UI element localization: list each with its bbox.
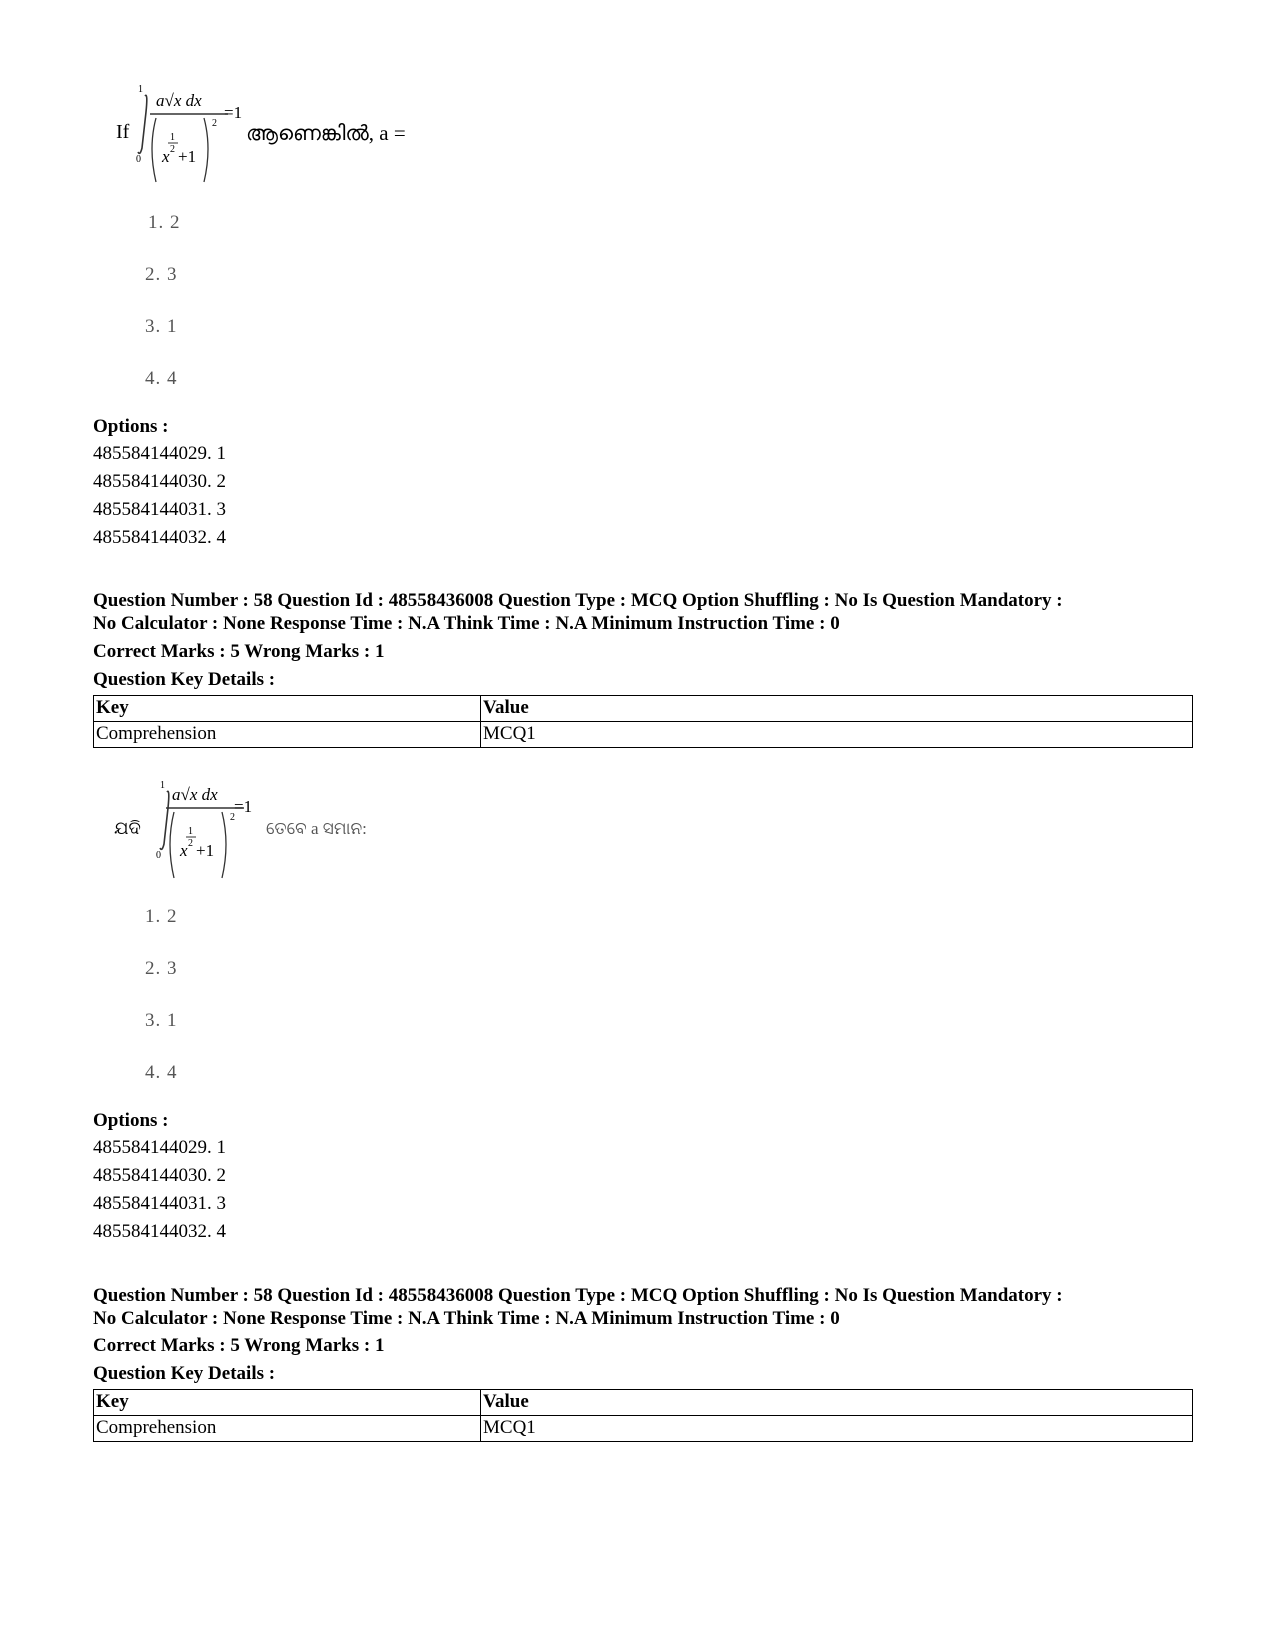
image-choice-3: 3. 1 <box>145 316 178 337</box>
formula-prefix: ଯଦି <box>114 818 141 838</box>
outer-power: 2 <box>230 812 235 823</box>
question-marks: Correct Marks : 5 Wrong Marks : 1 <box>93 641 385 662</box>
inner-frac-num: 1 <box>188 826 193 837</box>
image-choice-2: 2. 3 <box>145 958 178 979</box>
integral-sign <box>138 95 147 153</box>
option-item: 485584144032. 4 <box>93 1221 226 1242</box>
image-choice-4: 4. 4 <box>145 1062 178 1083</box>
lower-limit: 0 <box>136 154 141 165</box>
option-item: 485584144030. 2 <box>93 471 226 492</box>
option-item: 485584144029. 1 <box>93 443 226 464</box>
question-image-odia <box>112 778 532 968</box>
lower-limit: 0 <box>156 850 161 861</box>
numerator: a√x dx <box>172 785 218 804</box>
table-header-value: Value <box>481 1390 1193 1416</box>
options-title: Options : <box>93 416 169 437</box>
question-image-malayalam <box>112 82 532 272</box>
image-choice-1: 1. 2 <box>148 212 181 233</box>
outer-power: 2 <box>212 118 217 129</box>
table-cell-value: MCQ1 <box>481 1416 1193 1442</box>
table-row <box>94 722 1193 748</box>
equals-one: =1 <box>224 103 243 122</box>
question-key-details-title: Question Key Details : <box>93 669 276 690</box>
table-header-key: Key <box>94 1390 481 1416</box>
option-item: 485584144029. 1 <box>93 1137 226 1158</box>
base-x: x <box>162 147 170 166</box>
integral-formula <box>112 778 532 888</box>
left-paren <box>152 118 156 182</box>
table-cell-key: Comprehension <box>94 1416 481 1442</box>
left-paren <box>170 812 174 878</box>
table-row <box>94 1416 1193 1442</box>
question-key-details-title: Question Key Details : <box>93 1363 276 1384</box>
image-choice-1: 1. 2 <box>145 906 178 927</box>
question-meta <box>93 1284 1193 1330</box>
upper-limit: 1 <box>160 780 165 791</box>
question-marks: Correct Marks : 5 Wrong Marks : 1 <box>93 1335 385 1356</box>
inner-frac-den: 2 <box>188 838 193 849</box>
option-item: 485584144031. 3 <box>93 499 226 520</box>
question-meta-line2: No Calculator : None Response Time : N.A Think Time : N.A Minimum Instruction Time : 0 <box>93 1308 840 1329</box>
numerator: a√x dx <box>156 91 202 110</box>
image-choice-2: 2. 3 <box>145 264 178 285</box>
options-title: Options : <box>93 1110 169 1131</box>
inner-frac-den: 2 <box>170 144 175 155</box>
table-cell-key: Comprehension <box>94 722 481 748</box>
formula-prefix: If <box>116 121 130 143</box>
question-meta <box>93 589 1193 635</box>
question-key-table <box>93 1389 1193 1442</box>
integral-formula <box>112 82 532 192</box>
integral-sign <box>160 791 169 849</box>
upper-limit: 1 <box>138 84 143 95</box>
right-paren <box>222 812 226 878</box>
table-header-row <box>94 696 1193 722</box>
option-item: 485584144030. 2 <box>93 1165 226 1186</box>
question-meta-line2: No Calculator : None Response Time : N.A Think Time : N.A Minimum Instruction Time : 0 <box>93 613 840 634</box>
question-meta-line1: Question Number : 58 Question Id : 48558436008 Question Type : MCQ Option Shuffling : No Is Question Mandatory : <box>93 1285 1063 1306</box>
right-paren <box>204 118 208 182</box>
image-choice-4: 4. 4 <box>145 368 178 389</box>
table-cell-value: MCQ1 <box>481 722 1193 748</box>
option-item: 485584144031. 3 <box>93 1193 226 1214</box>
option-item: 485584144032. 4 <box>93 527 226 548</box>
table-header-key: Key <box>94 696 481 722</box>
table-header-value: Value <box>481 696 1193 722</box>
question-meta-line1: Question Number : 58 Question Id : 48558436008 Question Type : MCQ Option Shuffling : No Is Question Mandatory : <box>93 590 1063 611</box>
equals-one: =1 <box>234 797 253 816</box>
base-x: x <box>180 841 188 860</box>
table-header-row <box>94 1390 1193 1416</box>
formula-suffix: ତେବେ a ସମାନ: <box>266 819 367 838</box>
formula-suffix: ആണെങ്കിൽ, a = <box>246 121 406 145</box>
plus-one: +1 <box>178 147 197 166</box>
plus-one: +1 <box>196 841 215 860</box>
question-key-table <box>93 695 1193 748</box>
image-choice-3: 3. 1 <box>145 1010 178 1031</box>
inner-frac-num: 1 <box>170 132 175 143</box>
